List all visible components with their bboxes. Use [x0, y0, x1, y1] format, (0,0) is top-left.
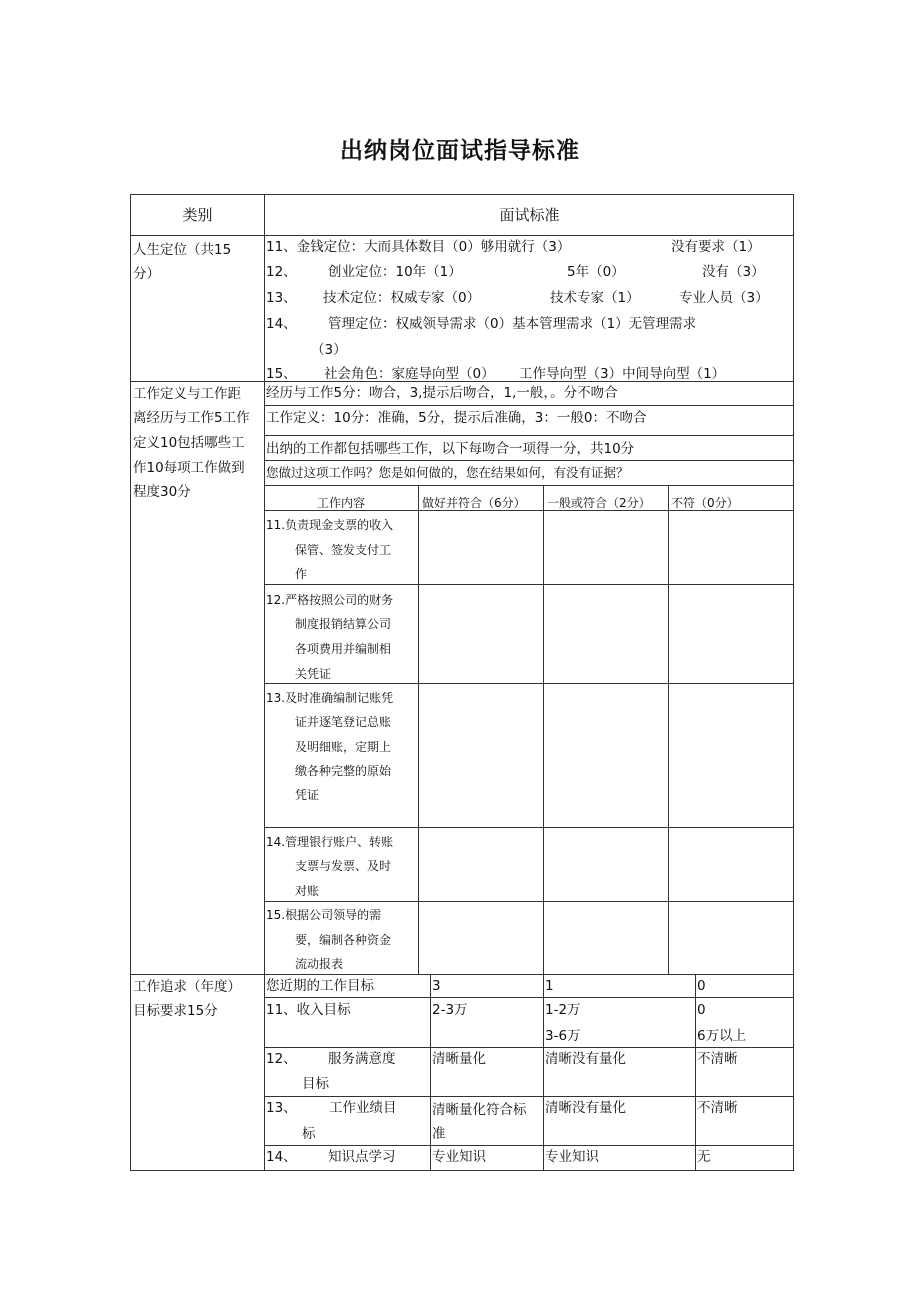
- divider: [264, 435, 794, 436]
- life-goal-line: 技术定位：权威专家（0）: [323, 290, 481, 306]
- page-title: 出纳岗位面试指导标准: [340, 138, 580, 164]
- goal-label: 13、: [266, 1100, 297, 1116]
- section2-category-line: 定义10包括哪些工: [133, 435, 245, 451]
- task-item: 13.及时准确编制记账凭: [266, 691, 394, 705]
- life-goal-line: 12、: [266, 264, 297, 280]
- goal-value: 清晰没有量化: [545, 1100, 626, 1116]
- task-item: 各项费用并编制相: [295, 642, 392, 656]
- goal-label: 工作业绩目: [329, 1100, 397, 1116]
- column-header: 工作内容: [316, 496, 365, 510]
- duties-criteria: 出纳的工作都包括哪些工作，以下每吻合一项得一分，共10分: [266, 441, 635, 457]
- life-goal-line: 创业定位：10年（1）: [328, 264, 462, 280]
- section2-category-line: 作10每项工作做到: [133, 460, 245, 476]
- divider: [264, 1096, 794, 1097]
- section2-category-line: 离经历与工作5工作: [133, 410, 250, 426]
- goal-value: 2-3万: [432, 1002, 468, 1018]
- divider: [264, 485, 794, 486]
- section2-category-line: 工作定义与工作距: [133, 386, 241, 402]
- divider: [264, 827, 794, 828]
- goal-value: 0: [697, 1002, 706, 1018]
- task-item: 11.负责现金支票的收入: [266, 518, 394, 532]
- section2-category-line: 程度30分: [133, 484, 191, 500]
- life-goal-line: 专业人员（3）: [679, 290, 769, 306]
- task-item: 对账: [295, 884, 320, 898]
- goal-label: 12、: [266, 1051, 297, 1067]
- life-goal-line: 11、金钱定位：大而具体数目（0）够用就行（3）: [266, 239, 571, 255]
- goal-label: 您近期的工作目标: [266, 978, 374, 994]
- task-item: 关凭证: [295, 667, 332, 681]
- divider: [264, 1145, 794, 1146]
- goal-value: 1-2万: [545, 1002, 581, 1018]
- task-item: 12.严格按照公司的财务: [266, 593, 394, 607]
- divider: [418, 485, 419, 974]
- goal-score: 0: [697, 978, 706, 994]
- task-item: 凭证: [295, 788, 320, 802]
- task-item: 缴各种完整的原始: [295, 764, 392, 778]
- divider: [131, 235, 794, 236]
- goal-value: 不清晰: [697, 1051, 738, 1067]
- divider: [264, 901, 794, 902]
- divider: [264, 460, 794, 461]
- goal-label: 目标: [302, 1076, 329, 1092]
- task-item: 证并逐笔登记总账: [295, 715, 392, 729]
- task-item: 要，编制各种资金: [295, 933, 392, 947]
- divider: [668, 485, 669, 974]
- goal-value: 6万以上: [697, 1028, 747, 1044]
- life-goal-line: 没有要求（1）: [671, 239, 761, 255]
- divider: [264, 1047, 794, 1048]
- task-item: 保管、签发支付工: [295, 543, 392, 557]
- goal-value: 3-6万: [545, 1028, 581, 1044]
- goal-score: 1: [545, 978, 554, 994]
- section3-category-line: 工作追求（年度）: [133, 979, 241, 995]
- goal-score: 3: [432, 978, 441, 994]
- divider: [430, 974, 431, 1171]
- life-goal-line: 没有（3）: [702, 264, 765, 280]
- divider: [695, 974, 696, 1171]
- life-goal-line: （3）: [311, 342, 347, 358]
- goal-label: 标: [302, 1126, 316, 1142]
- task-item: 及明细账，定期上: [295, 740, 392, 754]
- interview-standard-table: [130, 194, 794, 1171]
- section1-category-line: 分）: [133, 266, 160, 282]
- goal-label: 服务满意度: [328, 1051, 396, 1067]
- goal-value: 清晰量化符合标: [432, 1102, 527, 1118]
- goal-value: 不清晰: [697, 1100, 738, 1116]
- goal-value: 专业知识: [545, 1149, 599, 1165]
- goal-label: 14、: [266, 1149, 297, 1165]
- divider: [264, 405, 794, 406]
- column-header: 一般或符合（2分）: [547, 496, 651, 510]
- divider: [264, 584, 794, 585]
- section3-category-line: 目标要求15分: [133, 1003, 218, 1019]
- life-goal-line: 工作导向型（3）中间导向型（1）: [519, 366, 726, 382]
- goal-value: 无: [697, 1149, 711, 1165]
- goal-label: 知识点学习: [328, 1149, 396, 1165]
- task-item: 14.管理银行账户、转账: [266, 835, 394, 849]
- header-category: 类别: [182, 206, 213, 224]
- evidence-question: 您做过这项工作吗？您是如何做的，您在结果如何，有没有证据？: [266, 465, 629, 480]
- header-standard: 面试标准: [499, 206, 560, 224]
- task-item: 制度报销结算公司: [295, 617, 392, 631]
- task-item: 作: [295, 567, 308, 581]
- life-goal-line: 14、: [266, 316, 297, 332]
- life-goal-line: 15、: [266, 366, 297, 382]
- goal-value: 清晰量化: [432, 1051, 486, 1067]
- goal-value: 专业知识: [432, 1149, 486, 1165]
- life-goal-line: 13、: [266, 290, 297, 306]
- life-goal-line: 社会角色：家庭导向型（0）: [324, 366, 495, 382]
- divider: [543, 974, 544, 1171]
- goal-label: 11、收入目标: [266, 1002, 351, 1018]
- goal-value: 清晰没有量化: [545, 1051, 626, 1067]
- life-goal-line: 技术专家（1）: [550, 290, 640, 306]
- task-item: 支票与发票、及时: [295, 859, 392, 873]
- section1-category-line: 人生定位（共15: [133, 242, 232, 258]
- goal-value: 准: [432, 1126, 446, 1142]
- task-item: 流动报表: [295, 957, 344, 971]
- divider: [264, 683, 794, 684]
- column-header: 不符（0分）: [671, 496, 739, 510]
- life-goal-line: 管理定位：权威领导需求（0）基本管理需求（1）无管理需求: [328, 316, 697, 332]
- life-goal-line: 5年（0）: [567, 264, 625, 280]
- divider: [543, 485, 544, 974]
- column-header: 做好并符合（6分）: [422, 496, 526, 510]
- definition-criteria: 工作定义：10分：准确，5分，提示后准确，3：一般0：不吻合: [266, 410, 647, 426]
- experience-criteria: 经历与工作5分：吻合，3,提示后吻合，1,一般，。分不吻合: [266, 385, 618, 401]
- divider: [264, 997, 794, 998]
- task-item: 15.根据公司领导的需: [266, 908, 382, 922]
